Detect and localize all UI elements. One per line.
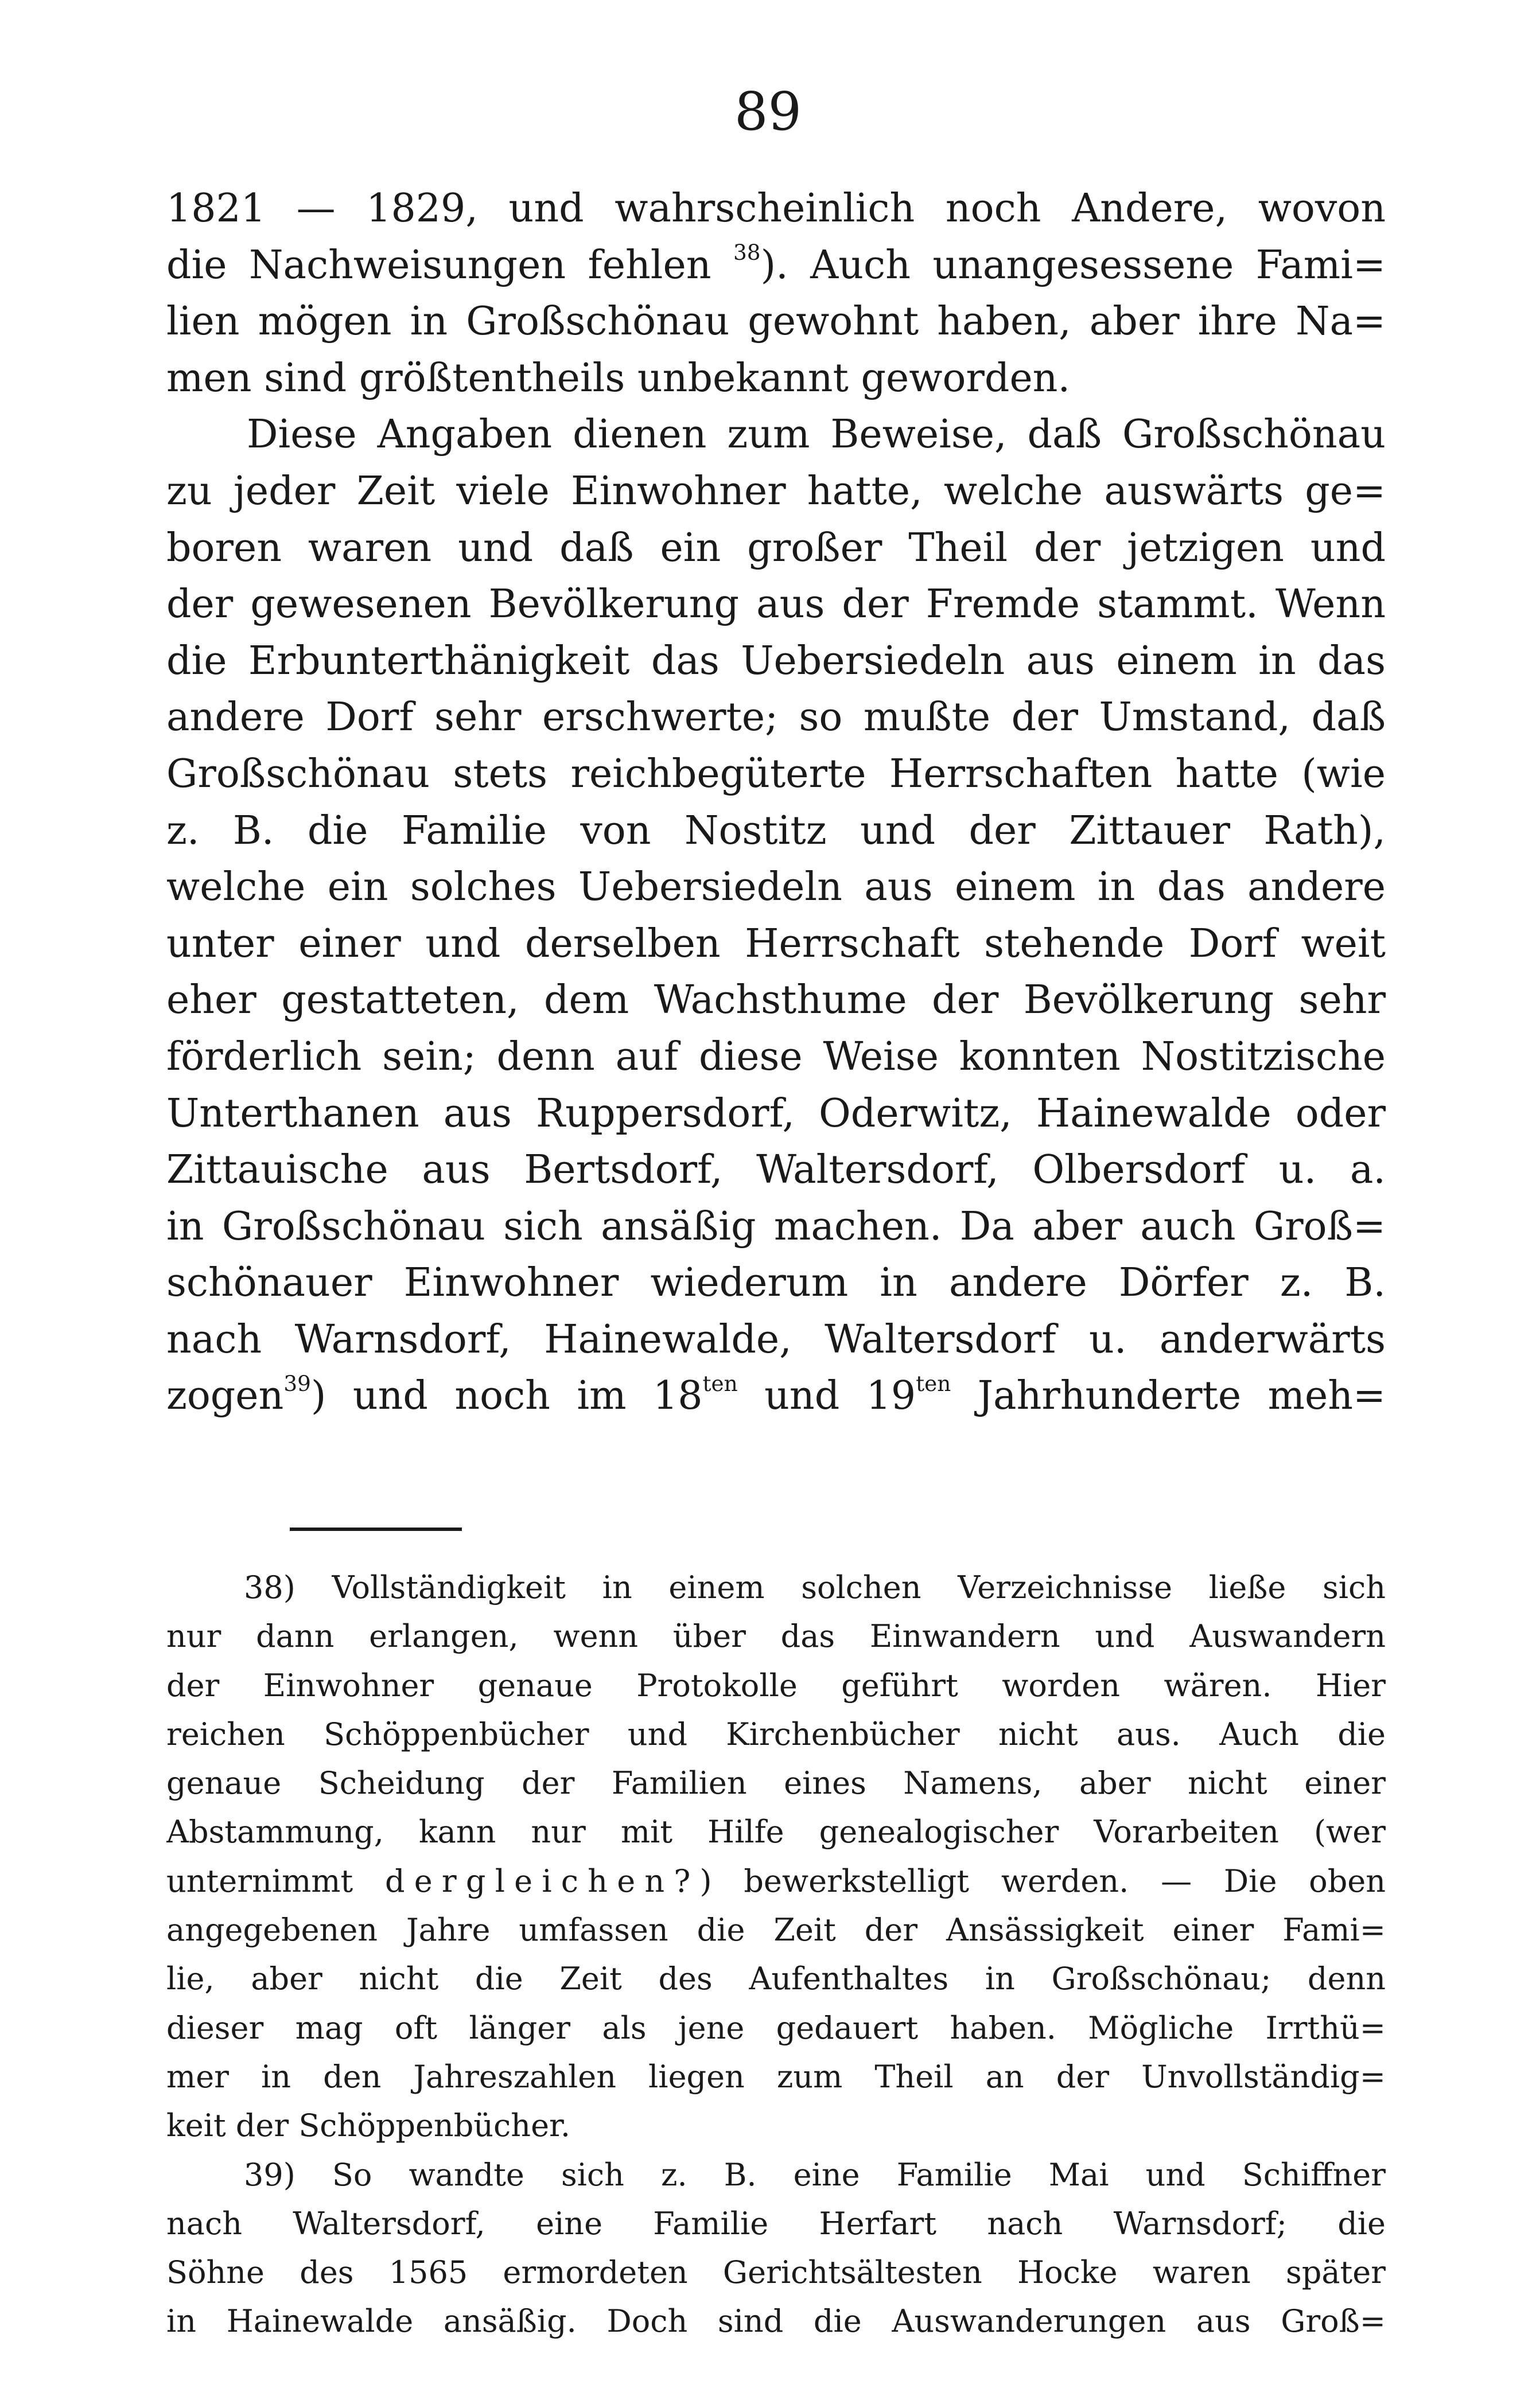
main-text-line: schönauer Einwohner wiederum in andere Dörfer z. B. — [166, 1260, 1386, 1306]
footnote-38-line: keit der Schöppenbücher. — [166, 2107, 571, 2144]
footnote-38-line: genaue Scheidung der Familien eines Namens, aber nicht einer — [166, 1765, 1386, 1802]
footnote-38-line: unternimmt dergleichen?) bewerkstelligt werden. — Die oben — [166, 1863, 1386, 1899]
main-text-line: Zittauische aus Bertsdorf, Waltersdorf, Olbersdorf u. a. — [166, 1147, 1386, 1193]
footnote-39-line: Söhne des 1565 ermordeten Gerichtsältesten Hocke waren später — [166, 2254, 1386, 2291]
main-text-line: andere Dorf sehr erschwerte; so mußte der Umstand, daß — [166, 695, 1386, 741]
main-text-line: unter einer und derselben Herrschaft stehende Dorf weit — [166, 921, 1386, 967]
footnotes — [166, 1563, 1386, 2346]
footnote-39-line: in Hainewalde ansäßig. Doch sind die Auswanderungen aus Groß= — [166, 2303, 1386, 2340]
main-text-line: förderlich sein; denn auf diese Weise konnten Nostitzische — [166, 1034, 1386, 1080]
footnote-38-line: der Einwohner genaue Protokolle geführt worden wären. Hier — [166, 1667, 1386, 1704]
footnote-38-line: angegebenen Jahre umfassen die Zeit der Ansässigkeit einer Fami= — [166, 1912, 1386, 1949]
footnote-39-line: 39) So wandte sich z. B. eine Familie Mai und Schiffner — [244, 2156, 1386, 2193]
footnote-38-line: reichen Schöppenbücher und Kirchenbücher nicht aus. Auch die — [166, 1716, 1386, 1752]
main-text-line: welche ein solches Uebersiedeln aus einem in das andere — [166, 864, 1386, 910]
main-text-body — [166, 181, 1386, 1425]
main-text-line: boren waren und daß ein großer Theil der jetzigen und — [166, 525, 1386, 571]
main-text-line: zu jeder Zeit viele Einwohner hatte, welche auswärts ge= — [166, 468, 1386, 514]
main-text-line: zogen$^{39}$) und noch im $18^{ten}$ und $19^{ten}$ Jahrhunderte meh= — [166, 1371, 1386, 1419]
main-text-line: z. B. die Familie von Nostitz und der Zittauer Rath), — [166, 808, 1386, 854]
footnote-38-line: lie, aber nicht die Zeit des Aufenthaltes in Großschönau; denn — [166, 1961, 1386, 1997]
footnote-38-line: nur dann erlangen, wenn über das Einwandern und Auswandern — [166, 1618, 1386, 1655]
footnote-ref-39: 39 — [283, 1371, 311, 1397]
main-text-line: 1821 — 1829, und wahrscheinlich noch Andere, wovon — [166, 186, 1386, 231]
main-text-line: Großschönau stets reichbegüterte Herrschaften hatte (wie — [166, 751, 1386, 797]
footnote-38-line: 38) Vollständigkeit in einem solchen Verzeichnisse ließe sich — [244, 1569, 1386, 1606]
main-text-line: die Nachweisungen fehlen $^{38}$). Auch unangesessene Fami= — [166, 240, 1386, 288]
main-text-line: lien mögen in Großschönau gewohnt haben, aber ihre Na= — [166, 299, 1386, 345]
page-number: 89 — [734, 81, 802, 142]
main-text-line: Diese Angaben dienen zum Beweise, daß Großschönau — [247, 412, 1386, 458]
footnote-39-line: nach Waltersdorf, eine Familie Herfart nach Warnsdorf; die — [166, 2205, 1386, 2242]
main-text-line: die Erbunterthänigkeit das Uebersiedeln aus einem in das — [166, 638, 1386, 684]
spaced-emphasis: dergleichen? — [384, 1863, 700, 1899]
main-text-line: nach Warnsdorf, Hainewalde, Waltersdorf u. anderwärts — [166, 1316, 1386, 1362]
main-text-line: eher gestatteten, dem Wachsthume der Bevölkerung sehr — [166, 977, 1386, 1023]
main-text-line: in Großschönau sich ansäßig machen. Da aber auch Groß= — [166, 1203, 1386, 1249]
main-text-line: der gewesenen Bevölkerung aus der Fremde stammt. Wenn — [166, 582, 1386, 628]
footnote-38-line: Abstammung, kann nur mit Hilfe genealogischer Vorarbeiten (wer — [166, 1814, 1386, 1850]
main-text-line: men sind größtentheils unbekannt geworden. — [166, 355, 1071, 401]
footnote-38-line: mer in den Jahreszahlen liegen zum Theil an der Unvollständig= — [166, 2058, 1386, 2095]
main-text-line: Unterthanen aus Ruppersdorf, Oderwitz, Hainewalde oder — [166, 1090, 1386, 1136]
footnote-38-line: dieser mag oft länger als jene gedauert haben. Mögliche Irrthü= — [166, 2009, 1386, 2046]
footnote-ref-38: 38 — [733, 240, 761, 266]
footnote-separator — [290, 1528, 462, 1531]
